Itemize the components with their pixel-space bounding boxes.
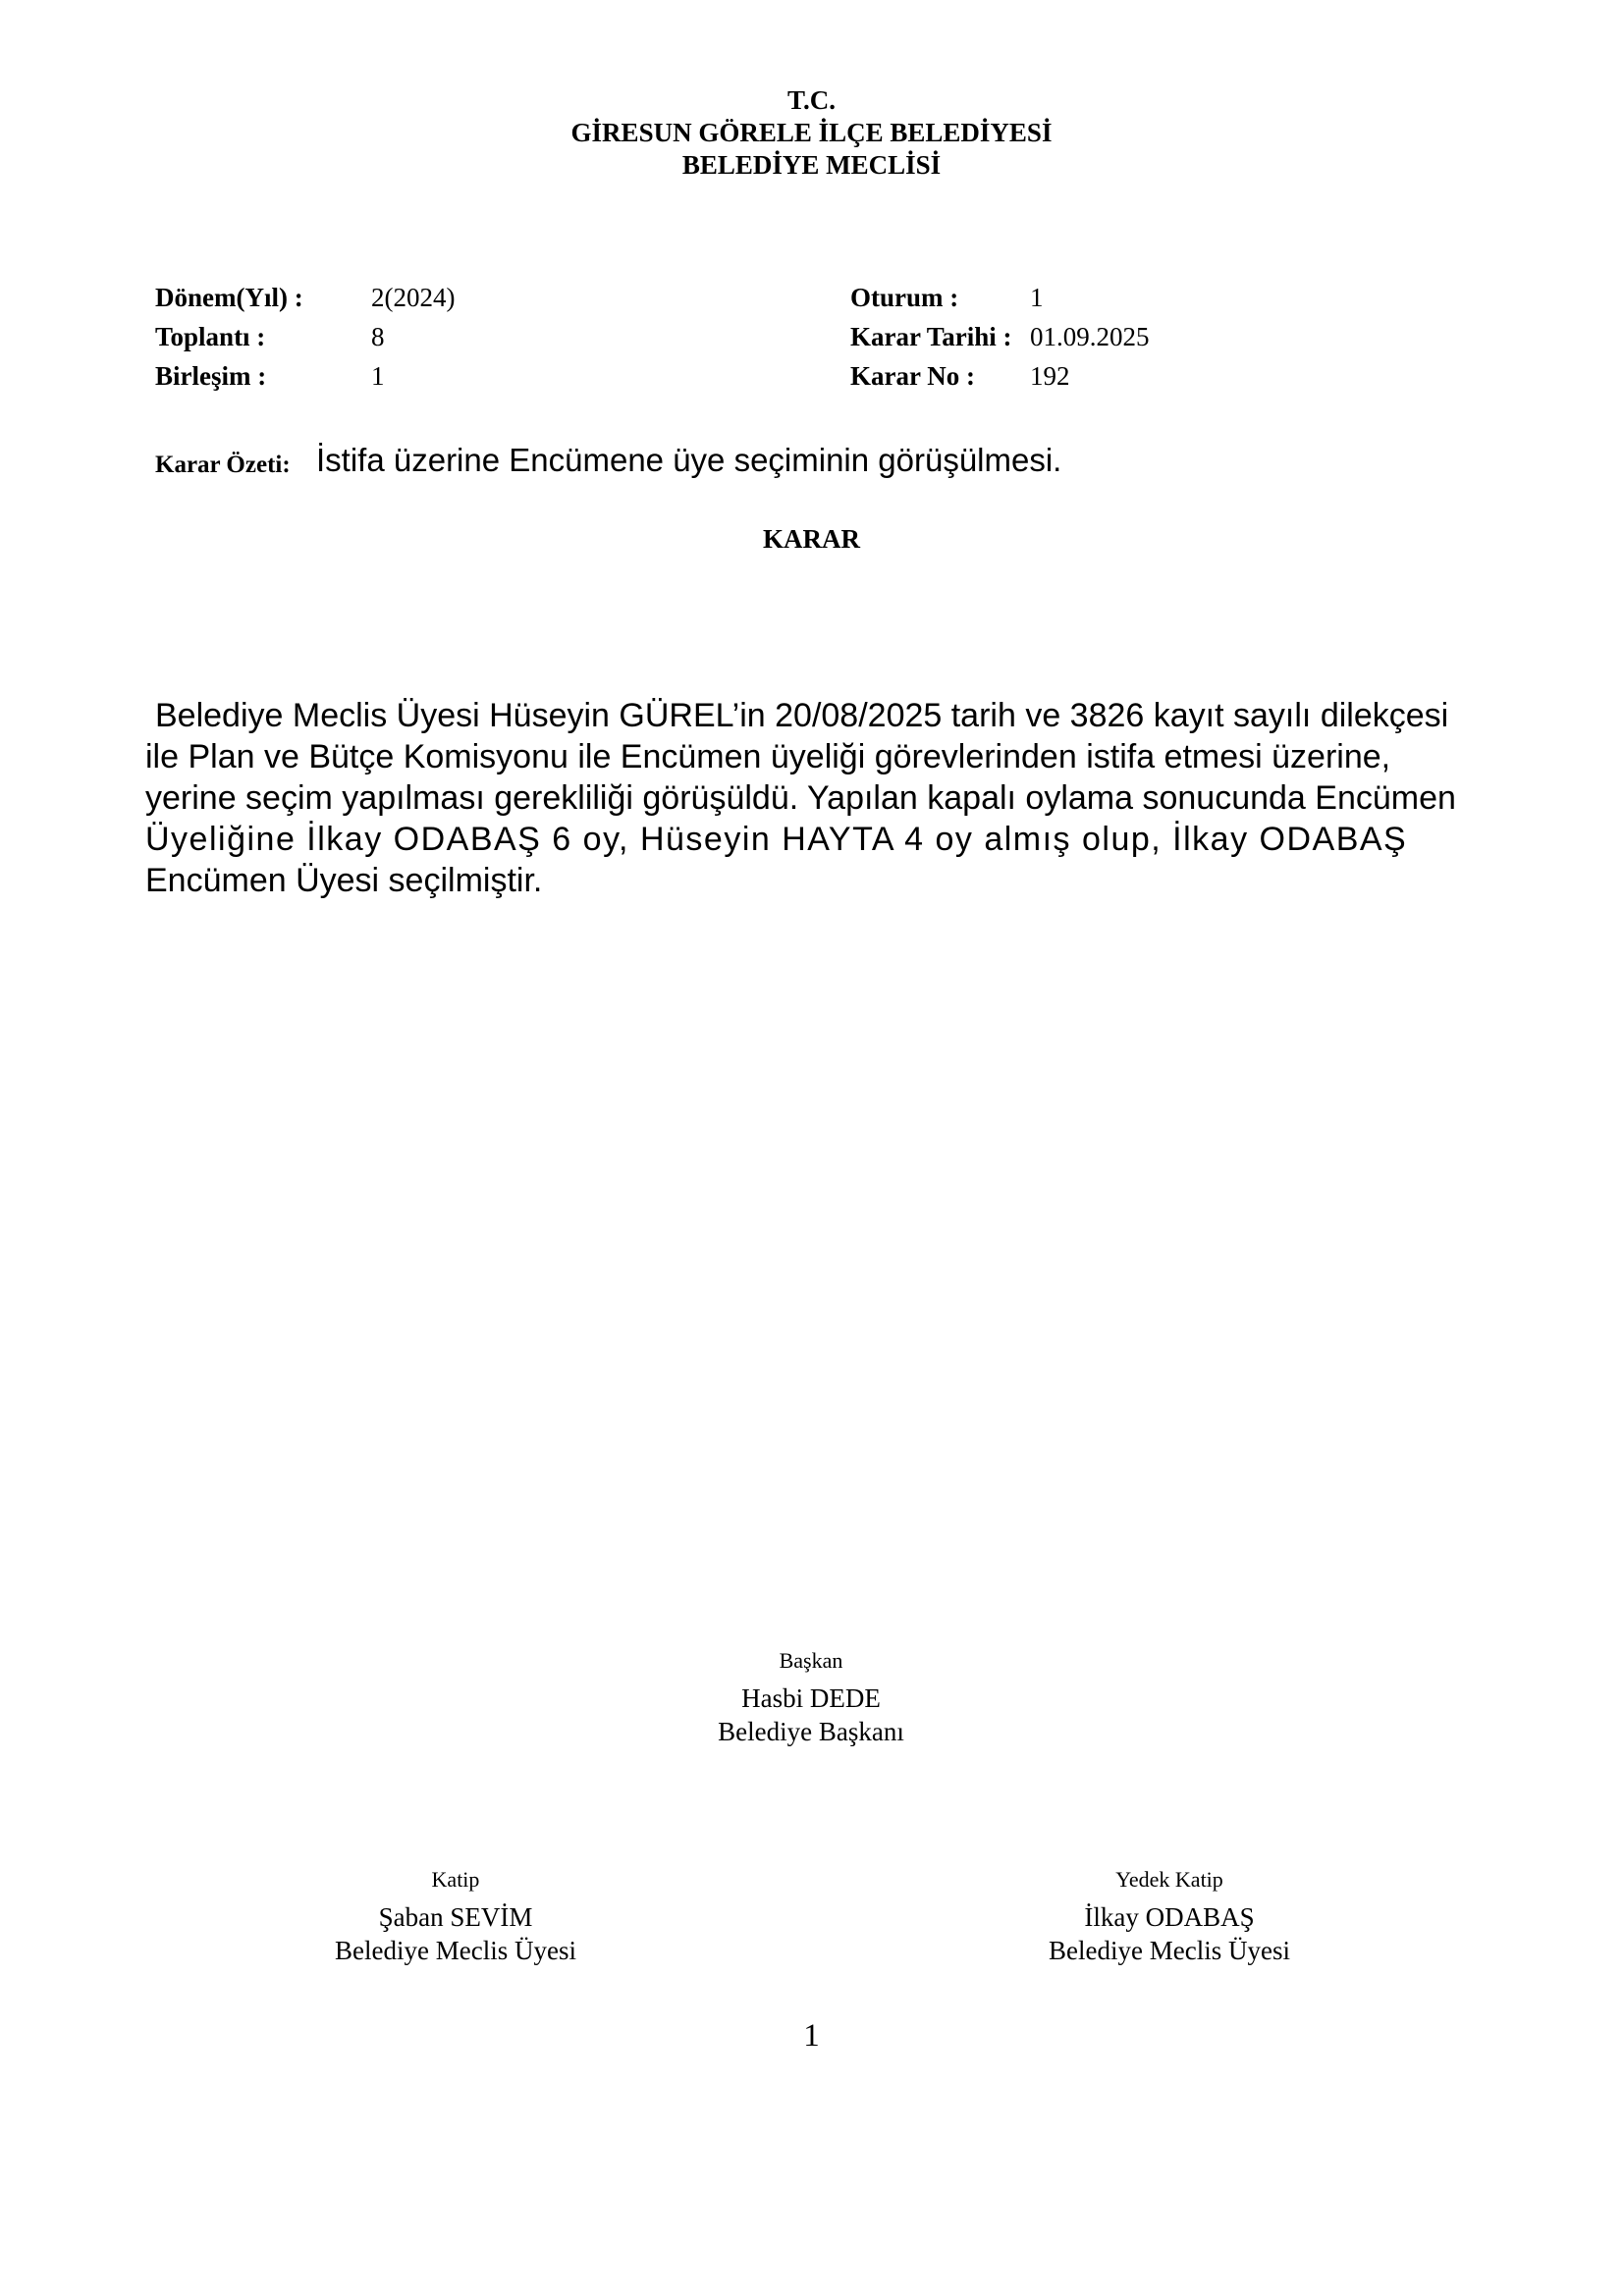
oturum-label: Oturum : xyxy=(850,283,959,312)
deputy-clerk-title: Belediye Meclis Üyesi xyxy=(1049,1936,1290,1965)
header-council: BELEDİYE MECLİSİ xyxy=(681,150,942,180)
decision-heading: KARAR xyxy=(763,524,860,554)
summary-label: Karar Özeti: xyxy=(155,452,291,478)
deputy-clerk-role: Yedek Katip xyxy=(1115,1867,1223,1892)
decision-line: ile Plan ve Bütçe Komisyonu ile Encümen üyeliği görevlerinden istifa etmesi üzerine, xyxy=(145,738,1391,775)
donem-label: Dönem(Yıl) : xyxy=(155,283,303,312)
deputy-clerk-name: İlkay ODABAŞ xyxy=(1084,1902,1255,1932)
birlesim-value: 1 xyxy=(371,361,385,391)
clerk-signature xyxy=(259,1863,652,1967)
karar-no-label: Karar No : xyxy=(850,361,975,391)
president-name: Hasbi DEDE xyxy=(741,1683,881,1713)
page-number: 1 xyxy=(803,2018,820,2054)
decision-line: yerine seçim yapılması gerekliliği görüşüldü. Yapılan kapalı oylama sonucunda Encümen xyxy=(145,779,1456,817)
karar-tarihi-value: 01.09.2025 xyxy=(1030,322,1150,351)
toplanti-label: Toplantı : xyxy=(155,322,266,351)
clerk-role: Katip xyxy=(431,1867,480,1892)
decision-line: Belediye Meclis Üyesi Hüseyin GÜREL’in 20/08/2025 tarih ve 3826 kayıt sayılı dilekçesi xyxy=(155,697,1449,734)
header-municipality: GİRESUN GÖRELE İLÇE BELEDİYESİ xyxy=(570,118,1053,147)
birlesim-label: Birleşim : xyxy=(155,361,267,391)
president-role: Başkan xyxy=(779,1648,843,1673)
karar-tarihi-label: Karar Tarihi : xyxy=(850,322,1012,351)
header-tc: T.C. xyxy=(786,85,836,115)
summary-text: İstifa üzerine Encümene üye seçiminin görüşülmesi. xyxy=(316,442,1062,478)
president-title: Belediye Başkanı xyxy=(718,1717,904,1746)
deputy-clerk-signature xyxy=(973,1863,1366,1967)
decision-line: Encümen Üyesi seçilmiştir. xyxy=(145,862,543,899)
oturum-value: 1 xyxy=(1030,283,1044,312)
president-signature xyxy=(615,1644,1007,1748)
clerk-name: Şaban SEVİM xyxy=(378,1902,533,1932)
donem-value: 2(2024) xyxy=(371,283,456,312)
karar-no-value: 192 xyxy=(1030,361,1070,391)
toplanti-value: 8 xyxy=(371,322,385,351)
clerk-title: Belediye Meclis Üyesi xyxy=(335,1936,576,1965)
decision-line: Üyeliğine İlkay ODABAŞ 6 oy, Hüseyin HAYTA 4 oy almış olup, İlkay ODABAŞ xyxy=(145,821,1408,858)
